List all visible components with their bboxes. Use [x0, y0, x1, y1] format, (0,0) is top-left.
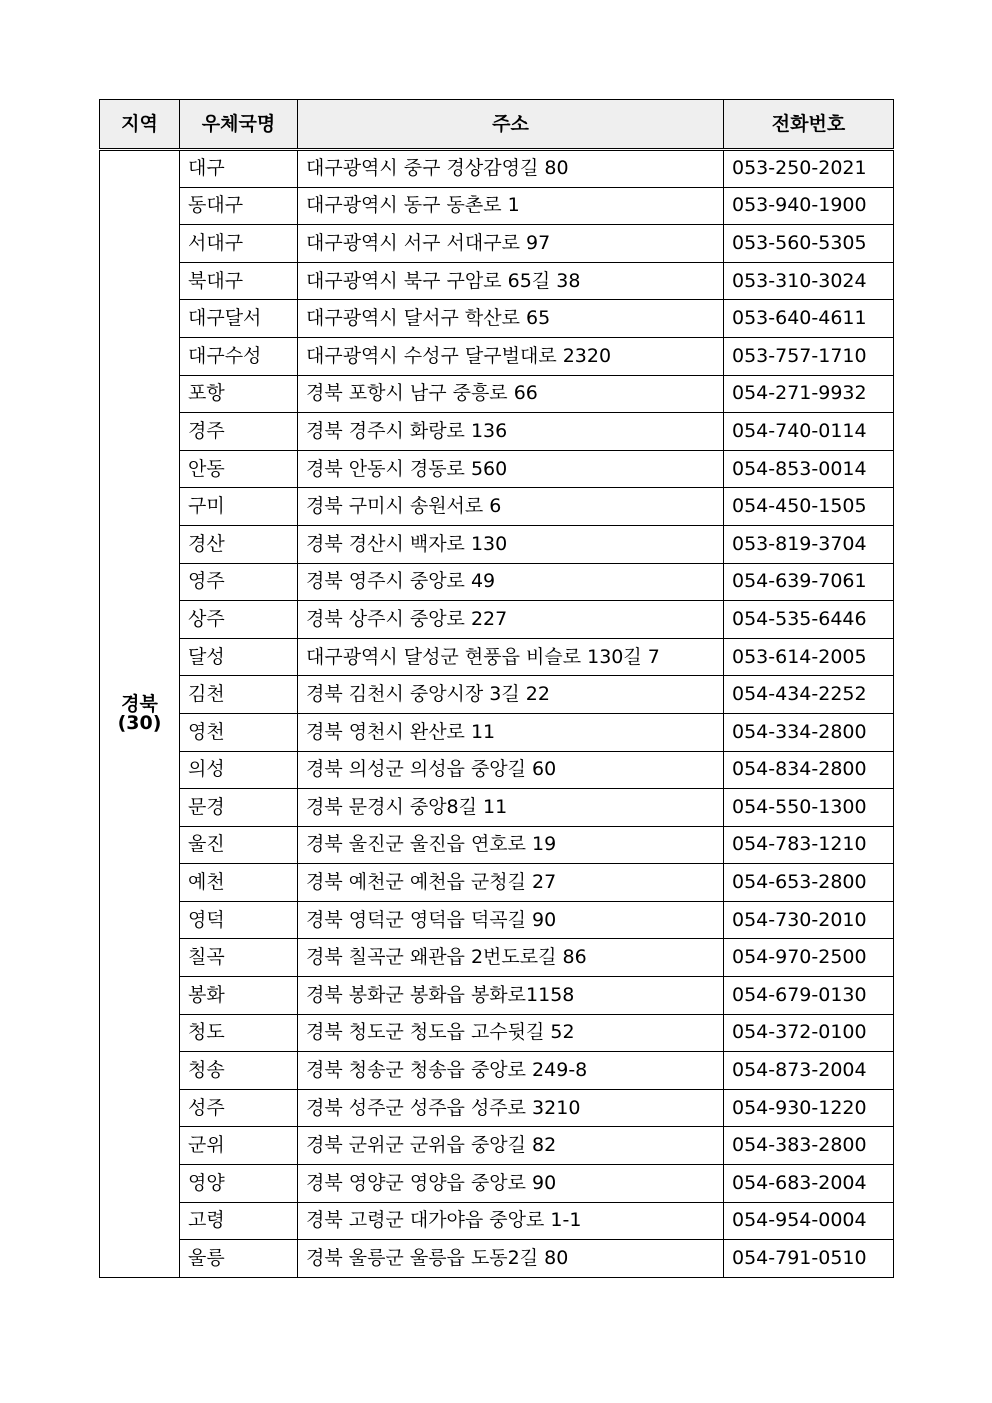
table-row	[100, 450, 894, 488]
phone-cell: 054-873-2004	[724, 1052, 894, 1090]
office-name-cell: 칠곡	[180, 939, 298, 977]
table-row	[100, 789, 894, 827]
phone-cell: 054-653-2800	[724, 864, 894, 902]
table-row	[100, 1240, 894, 1278]
office-name-cell: 대구수성	[180, 337, 298, 375]
table-header	[100, 100, 894, 150]
phone-cell: 054-683-2004	[724, 1165, 894, 1203]
table-row	[100, 751, 894, 789]
office-name-cell: 군위	[180, 1127, 298, 1165]
table-row	[100, 864, 894, 902]
address-cell: 경북 포항시 남구 중흥로 66	[298, 375, 724, 413]
table-row	[100, 977, 894, 1015]
office-name-cell: 포항	[180, 375, 298, 413]
office-name-cell: 영덕	[180, 901, 298, 939]
office-name-cell: 구미	[180, 488, 298, 526]
office-name-cell: 영주	[180, 563, 298, 601]
table-row	[100, 901, 894, 939]
address-cell: 경북 울진군 울진읍 연호로 19	[298, 826, 724, 864]
table-body	[100, 150, 894, 1278]
address-cell: 경북 구미시 송원서로 6	[298, 488, 724, 526]
table-row	[100, 413, 894, 451]
table-row	[100, 337, 894, 375]
region-name: 경북	[121, 692, 158, 715]
office-name-cell: 북대구	[180, 262, 298, 300]
phone-cell: 054-372-0100	[724, 1014, 894, 1052]
phone-cell: 053-560-5305	[724, 225, 894, 263]
address-cell: 대구광역시 서구 서대구로 97	[298, 225, 724, 263]
phone-cell: 053-757-1710	[724, 337, 894, 375]
office-name-cell: 울진	[180, 826, 298, 864]
address-cell: 대구광역시 동구 동촌로 1	[298, 187, 724, 225]
table-row	[100, 563, 894, 601]
phone-cell: 054-639-7061	[724, 563, 894, 601]
address-cell: 경북 안동시 경동로 560	[298, 450, 724, 488]
office-name-cell: 성주	[180, 1089, 298, 1127]
office-name-cell: 대구달서	[180, 300, 298, 338]
address-cell: 대구광역시 북구 구암로 65길 38	[298, 262, 724, 300]
address-cell: 경북 군위군 군위읍 중앙길 82	[298, 1127, 724, 1165]
table-row	[100, 1202, 894, 1240]
address-cell: 경북 김천시 중앙시장 3길 22	[298, 676, 724, 714]
phone-cell: 054-740-0114	[724, 413, 894, 451]
phone-cell: 054-954-0004	[724, 1202, 894, 1240]
office-name-cell: 울릉	[180, 1240, 298, 1278]
address-cell: 대구광역시 달서구 학산로 65	[298, 300, 724, 338]
address-cell: 경북 칠곡군 왜관읍 2번도로길 86	[298, 939, 724, 977]
office-name-cell: 달성	[180, 638, 298, 676]
office-name-cell: 예천	[180, 864, 298, 902]
phone-cell: 054-535-6446	[724, 601, 894, 639]
table-row	[100, 1127, 894, 1165]
table-row	[100, 187, 894, 225]
table-row	[100, 601, 894, 639]
table-row	[100, 488, 894, 526]
table-row	[100, 826, 894, 864]
office-name-cell: 상주	[180, 601, 298, 639]
table-row	[100, 225, 894, 263]
table-row	[100, 525, 894, 563]
document-page	[99, 99, 893, 1278]
office-name-cell: 의성	[180, 751, 298, 789]
phone-cell: 053-819-3704	[724, 525, 894, 563]
office-name-cell: 문경	[180, 789, 298, 827]
header-phone: 전화번호	[724, 100, 894, 150]
phone-cell: 054-334-2800	[724, 713, 894, 751]
phone-cell: 054-853-0014	[724, 450, 894, 488]
table-row	[100, 713, 894, 751]
office-name-cell: 안동	[180, 450, 298, 488]
header-address: 주소	[298, 100, 724, 150]
office-name-cell: 경산	[180, 525, 298, 563]
office-name-cell: 청송	[180, 1052, 298, 1090]
address-cell: 경북 청송군 청송읍 중앙로 249-8	[298, 1052, 724, 1090]
address-cell: 대구광역시 중구 경상감영길 80	[298, 150, 724, 188]
office-name-cell: 고령	[180, 1202, 298, 1240]
header-row	[100, 100, 894, 150]
table-row	[100, 1014, 894, 1052]
address-cell: 경북 영덕군 영덕읍 덕곡길 90	[298, 901, 724, 939]
address-cell: 경북 예천군 예천읍 군청길 27	[298, 864, 724, 902]
table-row	[100, 150, 894, 188]
office-name-cell: 영천	[180, 713, 298, 751]
address-cell: 경북 봉화군 봉화읍 봉화로1158	[298, 977, 724, 1015]
address-cell: 경북 경산시 백자로 130	[298, 525, 724, 563]
phone-cell: 054-730-2010	[724, 901, 894, 939]
header-office: 우체국명	[180, 100, 298, 150]
table-row	[100, 676, 894, 714]
address-cell: 경북 영양군 영양읍 중앙로 90	[298, 1165, 724, 1203]
address-cell: 경북 울릉군 울릉읍 도동2길 80	[298, 1240, 724, 1278]
address-cell: 경북 청도군 청도읍 고수뒷길 52	[298, 1014, 724, 1052]
phone-cell: 054-930-1220	[724, 1089, 894, 1127]
address-cell: 경북 상주시 중앙로 227	[298, 601, 724, 639]
phone-cell: 053-940-1900	[724, 187, 894, 225]
office-name-cell: 김천	[180, 676, 298, 714]
phone-cell: 053-614-2005	[724, 638, 894, 676]
phone-cell: 054-679-0130	[724, 977, 894, 1015]
region-cell	[100, 150, 180, 1278]
table-row	[100, 1165, 894, 1203]
office-name-cell: 경주	[180, 413, 298, 451]
phone-cell: 054-271-9932	[724, 375, 894, 413]
phone-cell: 054-970-2500	[724, 939, 894, 977]
phone-cell: 054-550-1300	[724, 789, 894, 827]
office-name-cell: 서대구	[180, 225, 298, 263]
address-cell: 경북 영주시 중앙로 49	[298, 563, 724, 601]
address-cell: 경북 고령군 대가야읍 중앙로 1-1	[298, 1202, 724, 1240]
region-count: (30)	[117, 711, 162, 734]
address-cell: 경북 영천시 완산로 11	[298, 713, 724, 751]
phone-cell: 053-310-3024	[724, 262, 894, 300]
address-cell: 경북 경주시 화랑로 136	[298, 413, 724, 451]
table-row	[100, 939, 894, 977]
phone-cell: 054-834-2800	[724, 751, 894, 789]
post-office-table	[99, 99, 894, 1278]
phone-cell: 053-250-2021	[724, 150, 894, 188]
office-name-cell: 청도	[180, 1014, 298, 1052]
office-name-cell: 영양	[180, 1165, 298, 1203]
phone-cell: 054-450-1505	[724, 488, 894, 526]
table-row	[100, 638, 894, 676]
phone-cell: 054-791-0510	[724, 1240, 894, 1278]
address-cell: 경북 의성군 의성읍 중앙길 60	[298, 751, 724, 789]
office-name-cell: 봉화	[180, 977, 298, 1015]
table-row	[100, 1089, 894, 1127]
address-cell: 대구광역시 달성군 현풍읍 비슬로 130길 7	[298, 638, 724, 676]
address-cell: 경북 문경시 중앙8길 11	[298, 789, 724, 827]
table-row	[100, 300, 894, 338]
phone-cell: 053-640-4611	[724, 300, 894, 338]
office-name-cell: 동대구	[180, 187, 298, 225]
phone-cell: 054-434-2252	[724, 676, 894, 714]
office-name-cell: 대구	[180, 150, 298, 188]
phone-cell: 054-783-1210	[724, 826, 894, 864]
phone-cell: 054-383-2800	[724, 1127, 894, 1165]
address-cell: 경북 성주군 성주읍 성주로 3210	[298, 1089, 724, 1127]
table-row	[100, 1052, 894, 1090]
header-region: 지역	[100, 100, 180, 150]
table-row	[100, 375, 894, 413]
address-cell: 대구광역시 수성구 달구벌대로 2320	[298, 337, 724, 375]
table-row	[100, 262, 894, 300]
